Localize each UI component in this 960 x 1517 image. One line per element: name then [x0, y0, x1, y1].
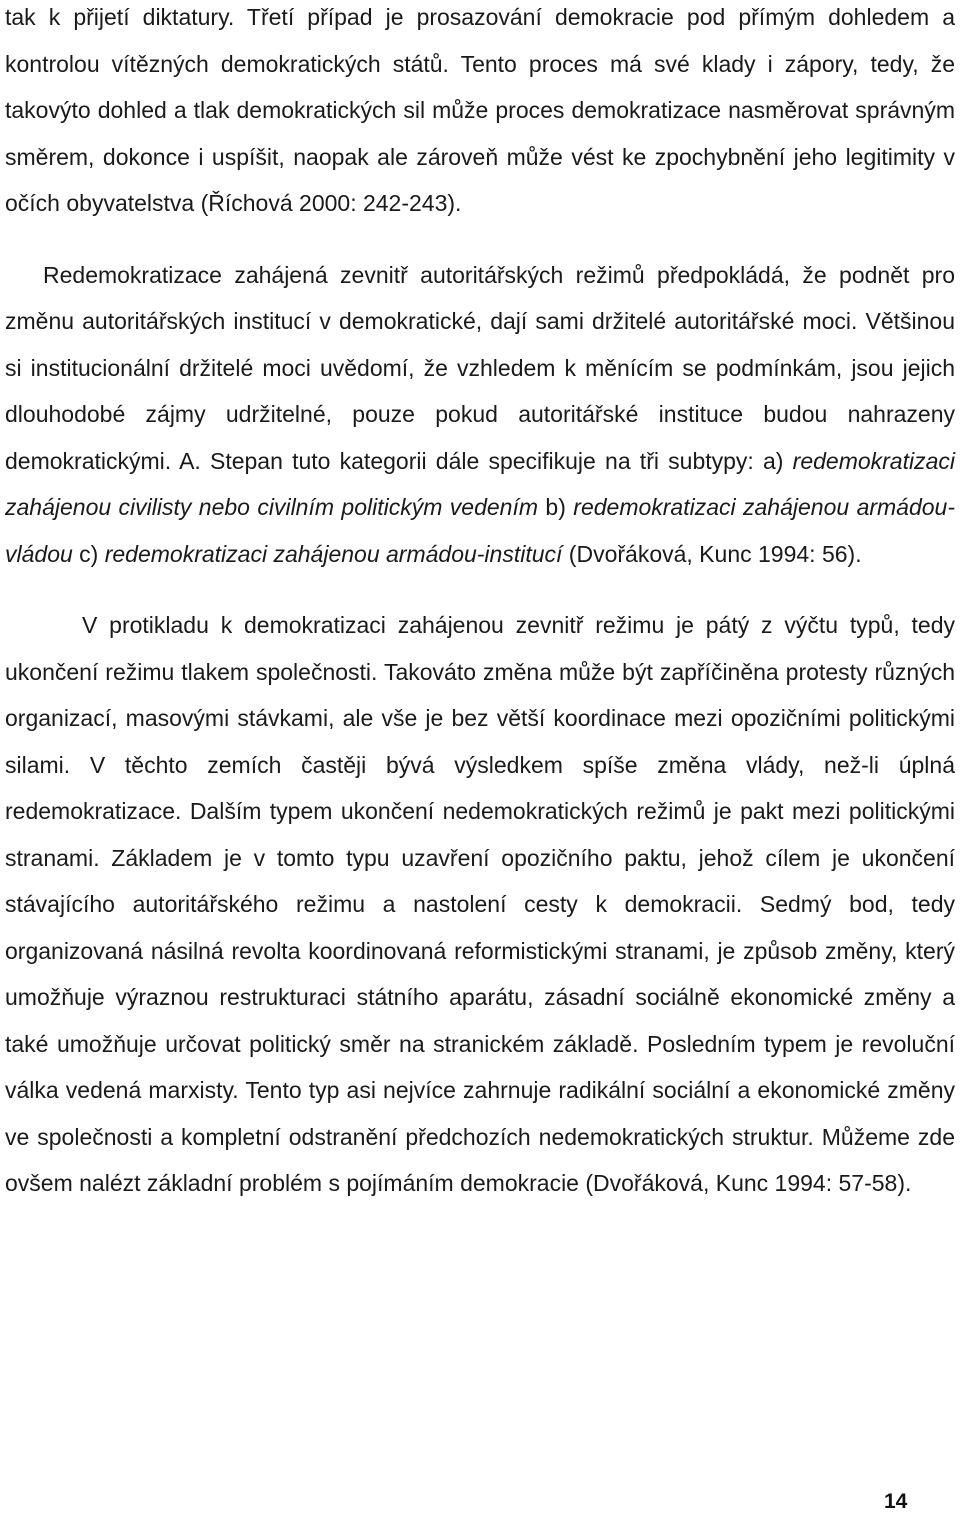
paragraph-1-text: tak k přijetí diktatury. Třetí případ je prosazování demokracie pod přímým dohledem a kontrolou vítězných demokratických států. Tento proces má své klady i zápory, tedy, že takovýto dohled a tlak demokratických sil může proces demokratizace nasměrovat správným směrem, dokonce i uspíšit, naopak ale zároveň může vést ke zpochybnění jeho legitimity v očích obyvatelstva (Říchová 2000: 242-243).: [5, 4, 955, 216]
paragraph-1: [5, 0, 955, 227]
paragraph-2-text-b: b): [538, 494, 574, 520]
paragraph-3: [5, 602, 955, 1207]
page-number: 14: [884, 1490, 908, 1513]
paragraph-2-text-a: Redemokratizace zahájená zevnitř autoritářských režimů předpokládá, že podnět pro změnu autoritářských institucí v demokratické, dají sami držitelé autoritářské moci. Většinou si institucionální držitelé moci uvědomí, že vzhledem k měnícím se podmínkám, jsou jejich dlouhodobé zájmy udržitelné, pouze pokud autoritářské instituce budou nahrazeny demokratickými. A. Stepan tuto kategorii dále specifikuje na tři subtypy: a): [5, 261, 955, 474]
subtype-c-italic: redemokratizaci zahájenou armádou-institucí: [104, 540, 563, 567]
document-page: [5, 0, 955, 1207]
paragraph-2: [5, 252, 955, 578]
subtype-b-italic: redemokratizaci zahájenou armádou-vládou: [5, 494, 956, 567]
subtype-a-italic: redemokratizaci zahájenou civilisty nebo civilním politickým vedením: [5, 447, 955, 520]
paragraph-2-citation: (Dvořáková, Kunc 1994: 56).: [562, 540, 862, 567]
paragraph-3-text: V protikladu k demokratizaci zahájenou zevnitř režimu je pátý z výčtu typů, tedy ukončení režimu tlakem společnosti. Takováto změna může být zapříčiněna protesty různých organizací, masovými stávkami, ale vše je bez větší koordinace mezi opozičními politickými silami. V těchto zemích častěji bývá výsledkem spíše změna vlády, než-li úplná redemokratizace. Dalším typem ukončení nedemokratických režimů je pakt mezi politickými stranami. Základem je v tomto typu uzavření opozičního paktu, jehož cílem je ukončení stávajícího autoritářského režimu a nastolení cesty k demokracii. Sedmý bod, tedy organizovaná násilná revolta koordinovaná reformistickými stranami, je způsob změny, který umožňuje výraznou restrukturaci státního aparátu, zásadní sociálně ekonomické změny a také umožňuje určovat politický směr na stranickém základě. Posledním typem je revoluční válka vedená marxisty. Tento typ asi nejvíce zahrnuje radikální sociální a ekonomické změny ve společnosti a kompletní odstranění předchozích nedemokratických struktur. Můžeme zde ovšem nalézt základní problém s pojímáním demokracie (Dvořáková, Kunc 1994: 57-58).: [5, 612, 955, 1196]
paragraph-2-text-c: c): [72, 540, 105, 567]
